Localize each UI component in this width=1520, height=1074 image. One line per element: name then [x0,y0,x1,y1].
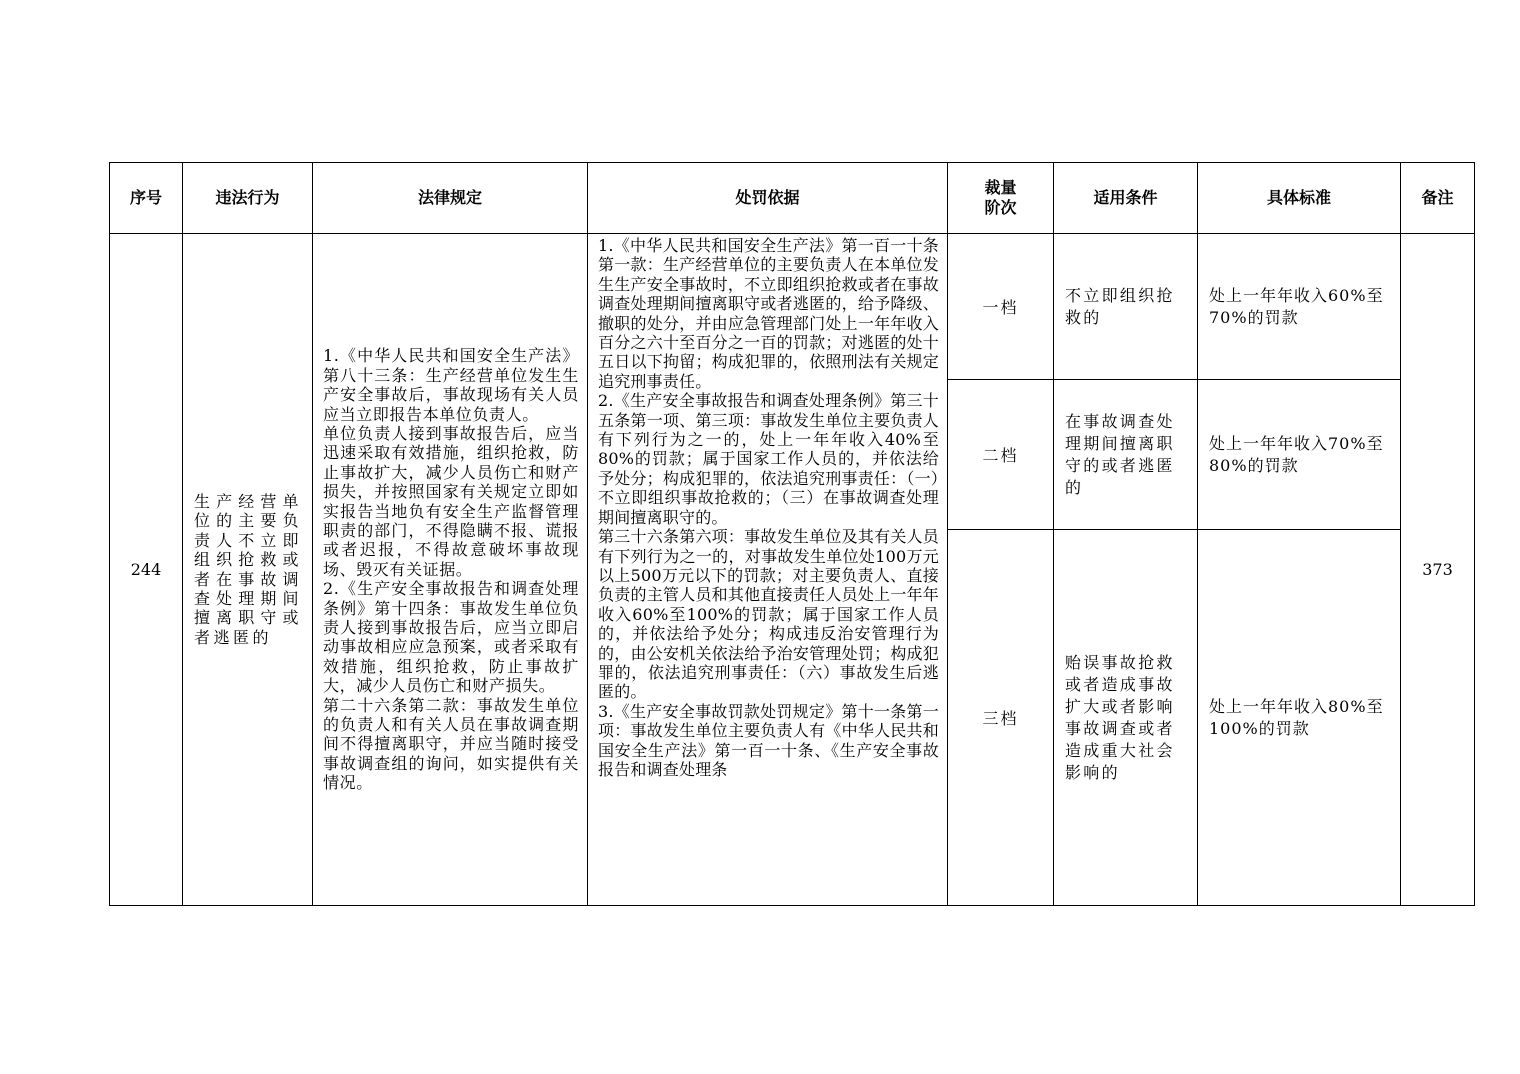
level-2: 二档 [948,380,1054,530]
header-condition: 适用条件 [1054,163,1198,234]
header-standard: 具体标准 [1198,163,1401,234]
header-seq: 序号 [110,163,183,234]
header-level: 裁量阶次 [948,163,1054,234]
condition-1: 不立即组织抢救的 [1054,234,1198,380]
standard-1: 处上一年年收入60%至70%的罚款 [1198,234,1401,380]
law-paragraph: 第二十六条第二款：事故发生单位的负责人和有关人员在事故调查期间不得擅离职守，并应当随时接受事故调查组的询问，如实提供有关情况。 [323,695,579,793]
note-cell: 373 [1401,234,1475,906]
standard-2: 处上一年年收入70%至80%的罚款 [1198,380,1401,530]
header-row [110,163,1475,234]
header-law: 法律规定 [313,163,588,234]
basis-paragraph: 2.《生产安全事故报告和调查处理条例》第三十五条第一项、第三项：事故发生单位主要负责人有下列行为之一的，处上一年年收入40%至80%的罚款；属于国家工作人员的，并依法给予处分；构成犯罪的，依法追究刑事责任：（一）不立即组织事故抢救的；（三）在事故调查处理期间擅离职守的。 [598,391,939,527]
condition-3: 贻误事故抢救或者造成事故扩大或者影响事故调查或者造成重大社会影响的 [1054,530,1198,906]
basis-paragraph: 1.《中华人民共和国安全生产法》第一百一十条第一款：生产经营单位的主要负责人在本单位发生生产安全事故时，不立即组织抢救或者在事故调查处理期间擅离职守或者逃匿的，给予降级、撤职的处分，并由应急管理部门处上一年年收入百分之六十至百分之一百的罚款；对逃匿的处十五日以下拘留；构成犯罪的，依照刑法有关规定追究刑事责任。 [598,236,939,391]
seq-cell: 244 [110,234,183,906]
basis-cell [588,234,948,906]
basis-paragraph: 第三十六条第六项：事故发生单位及其有关人员有下列行为之一的，对事故发生单位处100万元以上500万元以下的罚款；对主要负责人、直接负责的主管人员和其他直接责任人员处上一年年收入60%至100%的罚款；属于国家工作人员的，并依法给予处分；构成违反治安管理行为的，由公安机关依法给予治安管理处罚；构成犯罪的，依法追究刑事责任：（六）事故发生后逃匿的。 [598,527,939,702]
level-3: 三档 [948,530,1054,906]
header-behavior: 违法行为 [183,163,313,234]
behavior-cell: 生产经营单位的主要负责人不立即组织抢救或者在事故调查处理期间擅离职守或者逃匿的 [183,234,313,906]
table-row [110,234,1475,380]
law-paragraph: 2.《生产安全事故报告和调查处理条例》第十四条：事故发生单位负责人接到事故报告后，应当立即启动事故相应应急预案，或者采取有效措施，组织抢救，防止事故扩大，减少人员伤亡和财产损失。 [323,579,579,696]
penalty-discretion-table [109,162,1475,906]
standard-3: 处上一年年收入80%至100%的罚款 [1198,530,1401,906]
level-1: 一档 [948,234,1054,380]
condition-2: 在事故调查处理期间擅离职守的或者逃匿的 [1054,380,1198,530]
law-cell [313,234,588,906]
header-note: 备注 [1401,163,1475,234]
law-paragraph: 单位负责人接到事故报告后，应当迅速采取有效措施，组织抢救，防止事故扩大，减少人员伤亡和财产损失，并按照国家有关规定立即如实报告当地负有安全生产监督管理职责的部门，不得隐瞒不报、谎报或者迟报，不得故意破坏事故现场、毁灭有关证据。 [323,423,579,579]
basis-paragraph: 3.《生产安全事故罚款处罚规定》第十一条第一项：事故发生单位主要负责人有《中华人民共和国安全生产法》第一百一十条、《生产安全事故报告和调查处理条 [598,701,939,779]
header-basis: 处罚依据 [588,163,948,234]
law-paragraph: 1.《中华人民共和国安全生产法》第八十三条：生产经营单位发生生产安全事故后，事故现场有关人员应当立即报告本单位负责人。 [323,346,579,424]
